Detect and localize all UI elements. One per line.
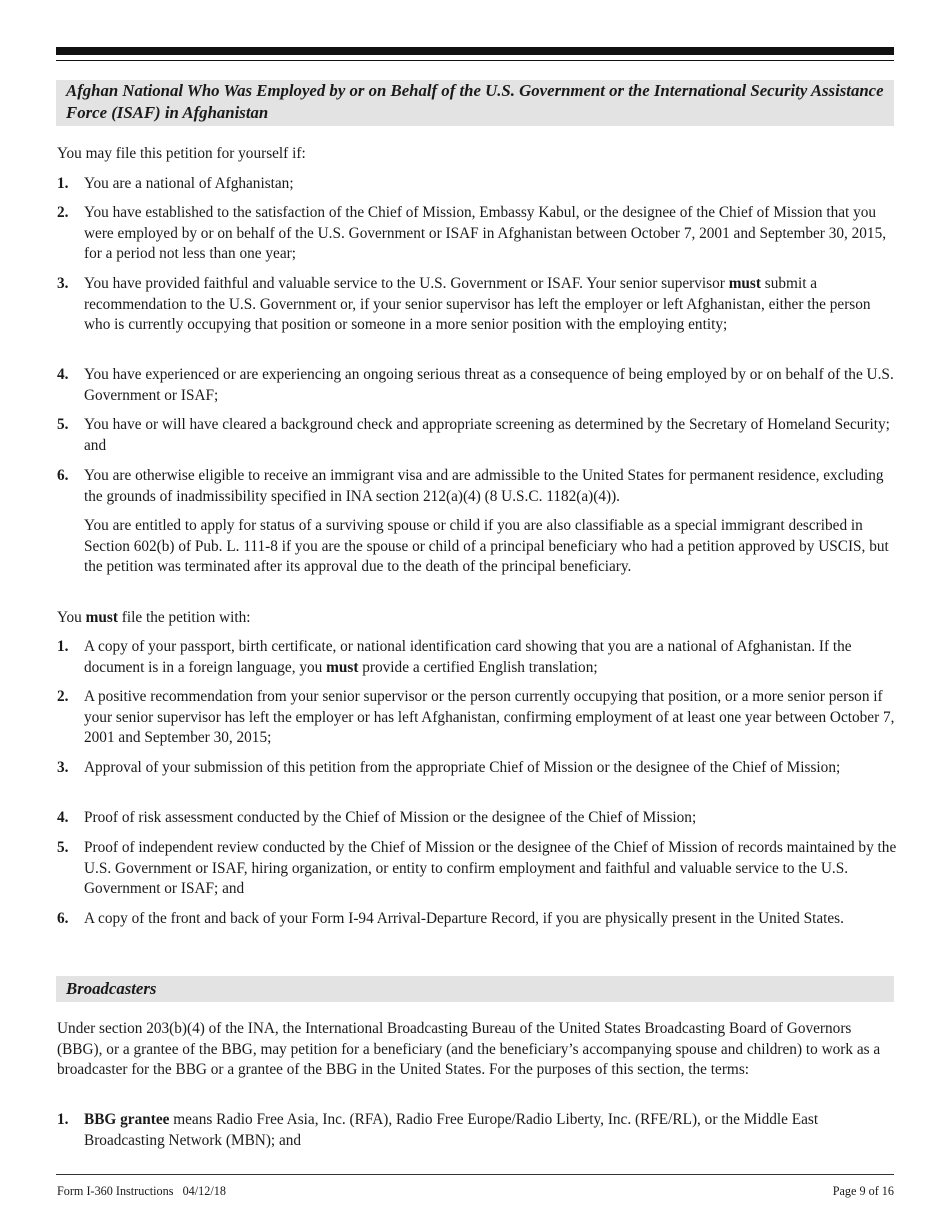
item-number: 6. xyxy=(57,910,69,927)
item-number: 5. xyxy=(57,416,69,433)
item-number: 4. xyxy=(57,809,69,826)
afghan-condition-5 xyxy=(57,415,897,456)
broadcasters-intro: Under section 203(b)(4) of the INA, the International Broadcasting Bureau of the United States Broadcasting Board of Governors (BBG), or a grantee of the BBG, may petition for a beneficiary (and the beneficiary’s accompanying spouse and children) to work as a broadcaster for the BBG or a grantee of the BBG in the United States. For the purposes of this section, the terms: xyxy=(57,1020,881,1078)
item-text: A positive recommendation from your senior supervisor or the person currently occupying that position, or a more senior person if your senior supervisor has left the employer or has left Afghanistan, confirming employment of at least one year between October 7, 2001 and September 30, 2015; xyxy=(84,688,895,746)
item-text: Proof of independent review conducted by the Chief of Mission or the designee of the Chief of Mission of records maintained by the U.S. Government or ISAF, hiring organization, or entity to confirm employment and faithful and valuable service to the U.S. Government or ISAF; and xyxy=(84,839,897,897)
item-text: You have experienced or are experiencing an ongoing serious threat as a consequence of being employed by or on behalf of the U.S. Government or ISAF; xyxy=(84,366,894,404)
afghan-condition-6 xyxy=(57,466,897,507)
item-text: You have established to the satisfaction of the Chief of Mission, Embassy Kabul, or the designee of the Chief of Mission that you were employed by or on behalf of the U.S. Government or ISAF in Afghanistan between October 7, 2001 and September 30, 2015, for a period not less than one year; xyxy=(84,204,887,262)
item-text: A copy of your passport, birth certificate, or national identification card showing that you are a national of Afghanistan. If the document is in a foreign language, you must provide a certified English translation; xyxy=(84,638,852,676)
emphasis-must: must xyxy=(728,275,761,292)
afghan-condition-4 xyxy=(57,365,897,406)
footer-form-id: Form I-360 Instructions 04/12/18 xyxy=(57,1184,226,1198)
item-text: BBG grantee means Radio Free Asia, Inc. (RFA), Radio Free Europe/Radio Liberty, Inc. (RFE/RL), or the Middle East Broadcasting Network (MBN); and xyxy=(84,1111,819,1149)
surviving-spouse-note: You are entitled to apply for status of a surviving spouse or child if you are also classifiable as a special immigrant described in Section 602(b) of Pub. L. 111-8 if you are the spouse or child of a principal beneficiary who had a petition approved by USCIS, but the petition was terminated after its approval due to the death of the principal beneficiary. xyxy=(84,517,889,575)
afghan-requirement-5 xyxy=(57,838,897,900)
item-number: 5. xyxy=(57,839,69,856)
item-number: 3. xyxy=(57,759,69,776)
item-number: 1. xyxy=(57,638,69,655)
item-number: 3. xyxy=(57,275,69,292)
item-number: 4. xyxy=(57,366,69,383)
afghan-condition-2 xyxy=(57,203,897,265)
item-number: 1. xyxy=(57,175,69,192)
item-text: A copy of the front and back of your Form I-94 Arrival-Departure Record, if you are physically present in the United States. xyxy=(84,910,844,927)
afghan-condition-3 xyxy=(57,274,897,336)
header-thick-rule xyxy=(56,47,894,55)
header-thin-rule xyxy=(56,60,894,61)
afghan-intro: You may file this petition for yourself if: xyxy=(57,145,306,162)
section-heading-broadcasters: Broadcasters xyxy=(56,976,894,1002)
emphasis-must: must xyxy=(85,609,118,626)
section-heading-afghan: Afghan National Who Was Employed by or on Behalf of the U.S. Government or the International Security Assistance Force (ISAF) in Afghanistan xyxy=(56,80,894,126)
footer-rule xyxy=(56,1174,894,1175)
item-text: You have provided faithful and valuable service to the U.S. Government or ISAF. Your senior supervisor must submit a recommendation to the U.S. Government or, if your senior supervisor has left the employer or left Afghanistan, either the person who is currently occupying that position or someone in a more senior position with the employing entity; xyxy=(84,275,871,333)
item-text: Approval of your submission of this petition from the appropriate Chief of Mission or the designee of the Chief of Mission; xyxy=(84,759,841,776)
afghan-requirement-1 xyxy=(57,637,897,678)
afghan-condition-1 xyxy=(57,174,897,195)
afghan-requirement-6 xyxy=(57,909,897,930)
item-number: 1. xyxy=(57,1111,69,1128)
broadcasters-term-1 xyxy=(57,1110,897,1151)
afghan-requirement-3 xyxy=(57,758,897,779)
item-number: 2. xyxy=(57,688,69,705)
must-file-intro: You must file the petition with: xyxy=(57,609,251,626)
afghan-requirement-2 xyxy=(57,687,897,749)
item-text: You have or will have cleared a background check and appropriate screening as determined by the Secretary of Homeland Security; and xyxy=(84,416,890,454)
term-bbg-grantee: BBG grantee xyxy=(84,1111,170,1128)
item-text: You are otherwise eligible to receive an immigrant visa and are admissible to the United States for permanent residence, excluding the grounds of inadmissibility specified in INA section 212(a)(4) (8 U.S.C. 1182(a)(4)). xyxy=(84,467,884,505)
item-number: 6. xyxy=(57,467,69,484)
afghan-requirement-4 xyxy=(57,808,897,829)
emphasis-must: must xyxy=(326,658,359,676)
footer-page-number: Page 9 of 16 xyxy=(832,1184,894,1198)
item-number: 2. xyxy=(57,204,69,221)
item-text: You are a national of Afghanistan; xyxy=(84,175,294,192)
item-text: Proof of risk assessment conducted by the Chief of Mission or the designee of the Chief of Mission; xyxy=(84,809,697,826)
